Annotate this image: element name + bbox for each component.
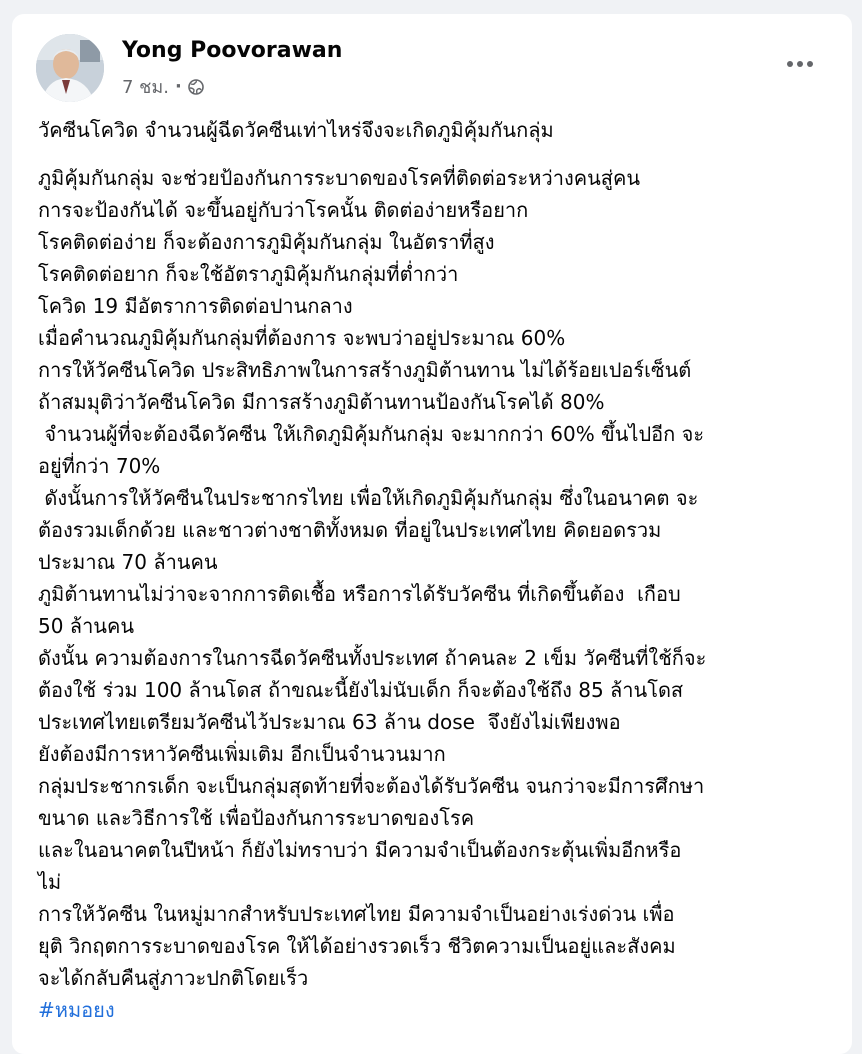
meta-separator: · [174,76,182,97]
post-line: จำนวนผู้ที่จะต้องฉีดวัคซีน ให้เกิดภูมิคุ้มกันกลุ่ม จะมากกว่า 60% ขึ้นไปอีก จะ [38,422,705,446]
post-line: โรคติดต่อง่าย ก็จะต้องการภูมิคุ้มกันกลุ่ม ในอัตราที่สูง [38,230,495,254]
post-line: ถ้าสมมุติว่าวัคซีนโควิด มีการสร้างภูมิต้านทานป้องกันโรคได้ 80% [38,390,605,414]
post-line: การให้วัคซีน ในหมู่มากสำหรับประเทศไทย มีความจำเป็นอย่างเร่งด่วน เพื่อ [38,902,675,926]
more-dot [797,61,803,67]
more-options-icon[interactable] [780,52,820,76]
post-header [36,34,828,104]
post-card [12,14,852,1054]
post-line: เมื่อคำนวณภูมิคุ้มกันกลุ่มที่ต้องการ จะพบว่าอยู่ประมาณ 60% [38,326,566,350]
post-title: วัคซีนโควิด จำนวนผู้ฉีดวัคซีนเท่าไหร่จึงจะเกิดภูมิคุ้มกันกลุ่ม [38,118,554,142]
more-dot [787,61,793,67]
globe-icon[interactable] [188,79,204,95]
post-line: ประมาณ 70 ล้านคน [38,550,218,574]
post-line: ยังต้องมีการหาวัคซีนเพิ่มเติม อีกเป็นจำนวนมาก [38,742,446,766]
post-line: ประเทศไทยเตรียมวัคซีนไว้ประมาณ 63 ล้าน dose จึงยังไม่เพียงพอ [38,710,621,734]
post-line: จะได้กลับคืนสู่ภาวะปกติโดยเร็ว [38,966,309,990]
post-line: โรคติดต่อยาก ก็จะใช้อัตราภูมิคุ้มกันกลุ่มที่ต่ำกว่า [38,262,459,286]
post-line: ดังนั้นการให้วัคซีนในประชากรไทย เพื่อให้เกิดภูมิคุ้มกันกลุ่ม ซึ่งในอนาคต จะ [38,486,699,510]
post-line: ขนาด และวิธีการใช้ เพื่อป้องกันการระบาดของโรค [38,806,475,830]
post-line: โควิด 19 มีอัตราการติดต่อปานกลาง [38,294,353,318]
post-line: 50 ล้านคน [38,614,135,638]
post-line: และในอนาคตในปีหน้า ก็ยังไม่ทราบว่า มีความจำเป็นต้องกระตุ้นเพิ่มอีกหรือ [38,838,682,862]
post-line: ต้องใช้ ร่วม 100 ล้านโดส ถ้าขณะนี้ยังไม่นับเด็ก ก็จะต้องใช้ถึง 85 ล้านโดส [38,678,684,702]
author-avatar[interactable] [36,34,104,102]
post-line: การให้วัคซีนโควิด ประสิทธิภาพในการสร้างภูมิต้านทาน ไม่ได้ร้อยเปอร์เซ็นต์ [38,358,692,382]
post-line: ภูมิคุ้มกันกลุ่ม จะช่วยป้องกันการระบาดของโรคที่ติดต่อระหว่างคนสู่คน [38,166,641,190]
post-line: ยุติ วิกฤตการระบาดของโรค ให้ได้อย่างรวดเร็ว ชีวิตความเป็นอยู่และสังคม [38,934,676,958]
more-dot [807,61,813,67]
post-line: ต้องรวมเด็กด้วย และชาวต่างชาติทั้งหมด ที่อยู่ในประเทศไทย คิดยอดรวม [38,518,662,542]
post-timestamp[interactable]: 7 ชม. [122,77,169,98]
post-line: การจะป้องกันได้ จะขึ้นอยู่กับว่าโรคนั้น ติดต่อง่ายหรือยาก [38,198,529,222]
post-line: ไม่ [38,870,62,894]
hashtag-link[interactable]: #หมอยง [38,998,115,1022]
author-name[interactable]: Yong Poovorawan [122,38,343,63]
post-line: ภูมิต้านทานไม่ว่าจะจากการติดเชื้อ หรือการได้รับวัคซีน ที่เกิดขึ้นต้อง เกือบ [38,582,681,606]
post-line: ดังนั้น ความต้องการในการฉีดวัคซีนทั้งประเทศ ถ้าคนละ 2 เข็ม วัคซีนที่ใช้ก็จะ [38,646,707,670]
post-line: กลุ่มประชากรเด็ก จะเป็นกลุ่มสุดท้ายที่จะต้องได้รับวัคซีน จนกว่าจะมีการศึกษา [38,774,705,798]
post-meta [122,72,204,101]
post-line: อยู่ที่กว่า 70% [38,454,161,478]
post-text [38,114,826,1026]
